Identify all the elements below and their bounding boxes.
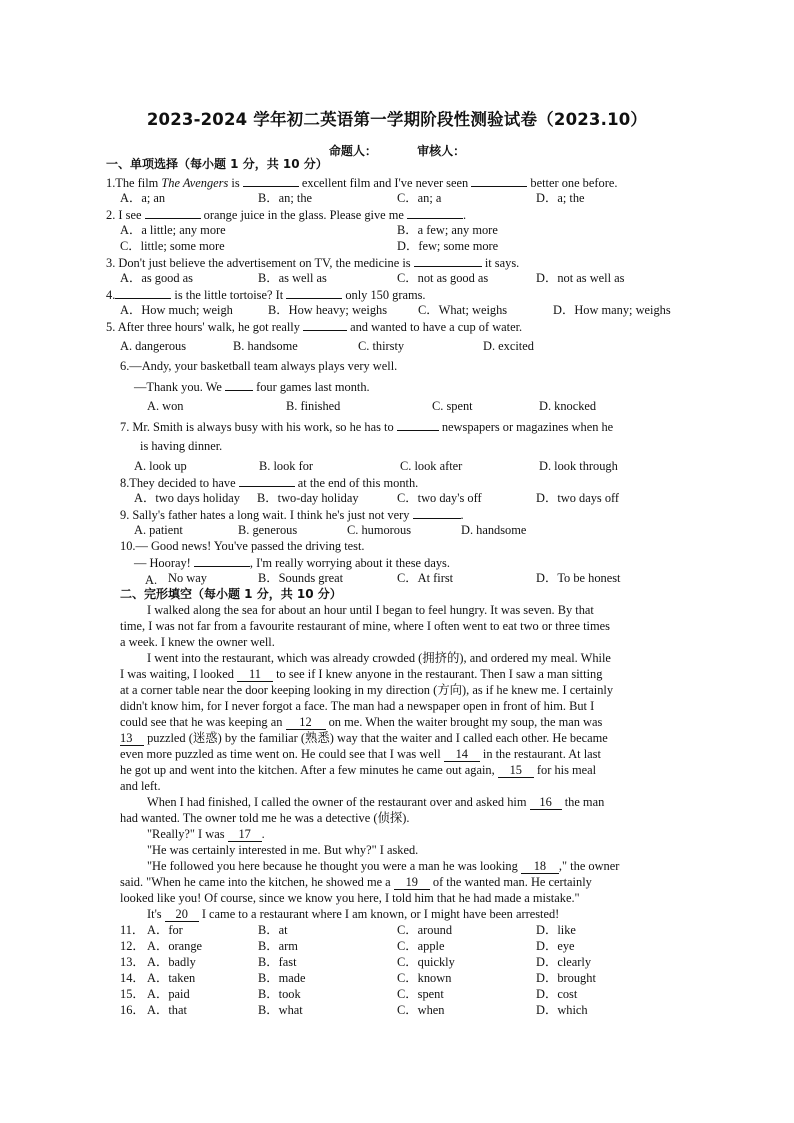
blank: [145, 207, 201, 219]
cloze-option: C．around: [397, 923, 453, 937]
passage-line: "Really?" I was 17 .: [147, 827, 265, 841]
page-title: 2023-2024 学年初二英语第一学期阶段性测验试卷（2023.10）: [146, 110, 648, 129]
cloze-option: D．like: [536, 923, 576, 937]
q10-option-a: No way: [168, 571, 207, 585]
q2-option-c: C．little; some more: [120, 239, 225, 253]
cloze-option: D．eye: [536, 939, 575, 953]
q9-option-c: C. humorous: [347, 523, 412, 537]
passage-line: even more puzzled as time went on. He could see that I was well 14 in the restaurant. At last: [120, 747, 601, 761]
q9-option-d: D. handsome: [461, 523, 527, 537]
passage-line: a week. I knew the owner well.: [120, 635, 275, 649]
passage-line: at a corner table near the door keeping looking in my direction (方向), as if he knew me. I certainly: [120, 683, 614, 697]
q7-stem-line2: is having dinner.: [140, 439, 223, 453]
q9-option-b: B. generous: [238, 523, 298, 537]
q8-option-d: D．two days off: [536, 491, 620, 505]
q4-option-d: D．How many; weighs: [553, 303, 671, 317]
q4-option-b: B．How heavy; weighs: [268, 303, 388, 317]
cloze-option: C．when: [397, 1003, 445, 1017]
cloze-option: D．clearly: [536, 955, 592, 969]
q1-option-a: A．a; an: [120, 191, 166, 205]
blank: [239, 475, 295, 487]
q8-option-b: B．two-day holiday: [257, 491, 359, 505]
passage-line: didn't know him, for I never forgot a face. The man had a newspaper open in front of him. But I: [120, 699, 595, 713]
q3-option-b: B．as well as: [258, 271, 327, 285]
q2-option-a: A．a little; any more: [120, 223, 226, 237]
passage-line: "He followed you here because he thought you were a man he was looking 18 ," the owner: [147, 859, 620, 873]
cloze-option: B．fast: [258, 955, 297, 969]
blank: [397, 419, 439, 431]
section1-header: 一、单项选择（每小题 1 分，共 10 分）: [106, 157, 328, 171]
cloze-question-number: 12．: [120, 939, 145, 953]
blank: [115, 287, 171, 299]
passage-line: I went into the restaurant, which was already crowded (拥挤的), and ordered my meal. While: [147, 651, 611, 665]
q8-option-c: C．two day's off: [397, 491, 482, 505]
blank: [303, 319, 347, 331]
cloze-option: B．what: [258, 1003, 303, 1017]
q9-stem: 9. Sally's father hates a long wait. I think he's just not very .: [120, 508, 464, 522]
q1-stem: 1.The film The Avengers is excellent film and I've never seen better one before.: [106, 176, 618, 190]
passage-line: I walked along the sea for about an hour until I began to feel hungry. It was seven. By that: [147, 603, 594, 617]
reviewer-label: 审核人：: [417, 144, 466, 158]
blank: [243, 175, 299, 187]
cloze-option: C．apple: [397, 939, 445, 953]
cloze-option: C．spent: [397, 987, 444, 1001]
q6-option-d: D. knocked: [539, 399, 597, 413]
cloze-option: A．orange: [147, 939, 203, 953]
passage-line: "He was certainly interested in me. But why?" I asked.: [147, 843, 419, 857]
q7-stem-line1: 7. Mr. Smith is always busy with his work, so he has to newspapers or magazines when he: [120, 420, 614, 434]
cloze-option: C．quickly: [397, 955, 455, 969]
cloze-option: B．arm: [258, 939, 298, 953]
cloze-option: B．at: [258, 923, 288, 937]
cloze-question-number: 16．: [120, 1003, 145, 1017]
q2-stem: 2. I see orange juice in the glass. Please give me .: [106, 208, 467, 222]
q6-option-c: C. spent: [432, 399, 473, 413]
q2-option-d: D．few; some more: [397, 239, 499, 253]
q7-option-a: A. look up: [134, 459, 187, 473]
q5-option-b: B. handsome: [233, 339, 298, 353]
blank-number: 17: [228, 828, 262, 842]
passage-line: I was waiting, I looked 11 to see if I knew anyone in the restaurant. Then I saw a man sitting: [120, 667, 603, 681]
cloze-option: D．cost: [536, 987, 578, 1001]
blank: [286, 287, 342, 299]
blank: [194, 555, 250, 567]
cloze-question-number: 15．: [120, 987, 145, 1001]
q8-option-a: A．two days holiday: [134, 491, 240, 505]
q3-option-a: A．as good as: [120, 271, 193, 285]
q6-stem-line1: 6.—Andy, your basketball team always plays very well.: [120, 359, 398, 373]
blank-number: 14: [444, 748, 480, 762]
q1-option-c: C．an; a: [397, 191, 442, 205]
q1-option-d: D．a; the: [536, 191, 585, 205]
passage-line: said. "When he came into the kitchen, he showed me a 19 of the wanted man. He certainly: [120, 875, 592, 889]
q3-stem: 3. Don't just believe the advertisement on TV, the medicine is it says.: [106, 256, 520, 270]
cloze-question-number: 11．: [120, 923, 145, 937]
q6-stem-line2: —Thank you. We four games last month.: [134, 380, 370, 394]
cloze-option: A．paid: [147, 987, 190, 1001]
passage-line: and left.: [120, 779, 161, 793]
passage-line: When I had finished, I called the owner of the restaurant over and asked him 16 the man: [147, 795, 605, 809]
q10-stem-line2: — Hooray! , I'm really worrying about it these days.: [134, 556, 450, 570]
q10-option-b: B．Sounds great: [258, 571, 344, 585]
cloze-option: A．badly: [147, 955, 196, 969]
passage-line: looked like you! Of course, since we know you here, I told him that he had made a mistake.": [120, 891, 580, 905]
cloze-option: A．taken: [147, 971, 196, 985]
q7-option-d: D. look through: [539, 459, 618, 473]
cloze-option: B．took: [258, 987, 301, 1001]
cloze-option: B．made: [258, 971, 306, 985]
cloze-option: D．brought: [536, 971, 596, 985]
q5-stem: 5. After three hours' walk, he got really and wanted to have a cup of water.: [106, 320, 523, 334]
q3-option-d: D．not as well as: [536, 271, 625, 285]
setter-label: 命题人：: [328, 144, 377, 158]
cloze-option: A．for: [147, 923, 183, 937]
q5-option-a: A. dangerous: [120, 339, 187, 353]
cloze-option: D．which: [536, 1003, 588, 1017]
q7-option-b: B. look for: [259, 459, 314, 473]
q5-option-d: D. excited: [483, 339, 534, 353]
blank-number: 11: [237, 668, 273, 682]
q7-option-c: C. look after: [400, 459, 463, 473]
passage-line: time, I was not far from a favourite restaurant of mine, where I often went to eat two or three times: [120, 619, 610, 633]
cloze-question-number: 14．: [120, 971, 145, 985]
blank-number: 16: [530, 796, 562, 810]
cloze-option: C．known: [397, 971, 452, 985]
blank-number: 12: [286, 716, 326, 730]
q10-option-d: D．To be honest: [536, 571, 621, 585]
passage-line: he got up and went into the kitchen. After a few minutes he came out again, 15 for his meal: [120, 763, 597, 777]
q1-option-b: B．an; the: [258, 191, 313, 205]
q8-stem: 8.They decided to have at the end of this month.: [120, 476, 419, 490]
blank: [413, 507, 461, 519]
q6-option-b: B. finished: [286, 399, 341, 413]
blank: [471, 175, 527, 187]
blank-number: 19: [394, 876, 430, 890]
q10-stem-line1: 10.— Good news! You've passed the driving test.: [120, 539, 365, 553]
q3-option-c: C．not as good as: [397, 271, 489, 285]
blank-number: 15: [498, 764, 534, 778]
blank: [407, 207, 463, 219]
q4-stem: 4. is the little tortoise? It only 150 grams.: [106, 288, 426, 302]
blank: [225, 379, 253, 391]
q9-option-a: A. patient: [134, 523, 183, 537]
blank-number: 20: [165, 908, 199, 922]
blank: [414, 255, 482, 267]
cloze-option: A．that: [147, 1003, 187, 1017]
passage-line: had wanted. The owner told me he was a detective (侦探).: [120, 811, 410, 825]
q5-option-c: C. thirsty: [358, 339, 405, 353]
cloze-question-number: 13．: [120, 955, 145, 969]
section2-header: 二、完形填空（每小题 1 分，共 10 分）: [120, 587, 342, 601]
blank-number: 13: [120, 732, 144, 746]
passage-line: It's 20 I came to a restaurant where I am known, or I might have been arrested!: [147, 907, 560, 921]
q10-option-a-letter: A.: [145, 573, 158, 587]
q4-option-a: A．How much; weigh: [120, 303, 233, 317]
q10-option-c: C．At first: [397, 571, 454, 585]
passage-line: 13 puzzled (迷惑) by the familiar (熟悉) way that the waiter and I called each other. He became: [120, 731, 608, 745]
q4-option-c: C．What; weighs: [418, 303, 508, 317]
q6-option-a: A. won: [147, 399, 184, 413]
blank-number: 18: [521, 860, 559, 874]
q2-option-b: B．a few; any more: [397, 223, 498, 237]
passage-line: could see that he was keeping an 12 on me. When the waiter brought my soup, the man was: [120, 715, 603, 729]
